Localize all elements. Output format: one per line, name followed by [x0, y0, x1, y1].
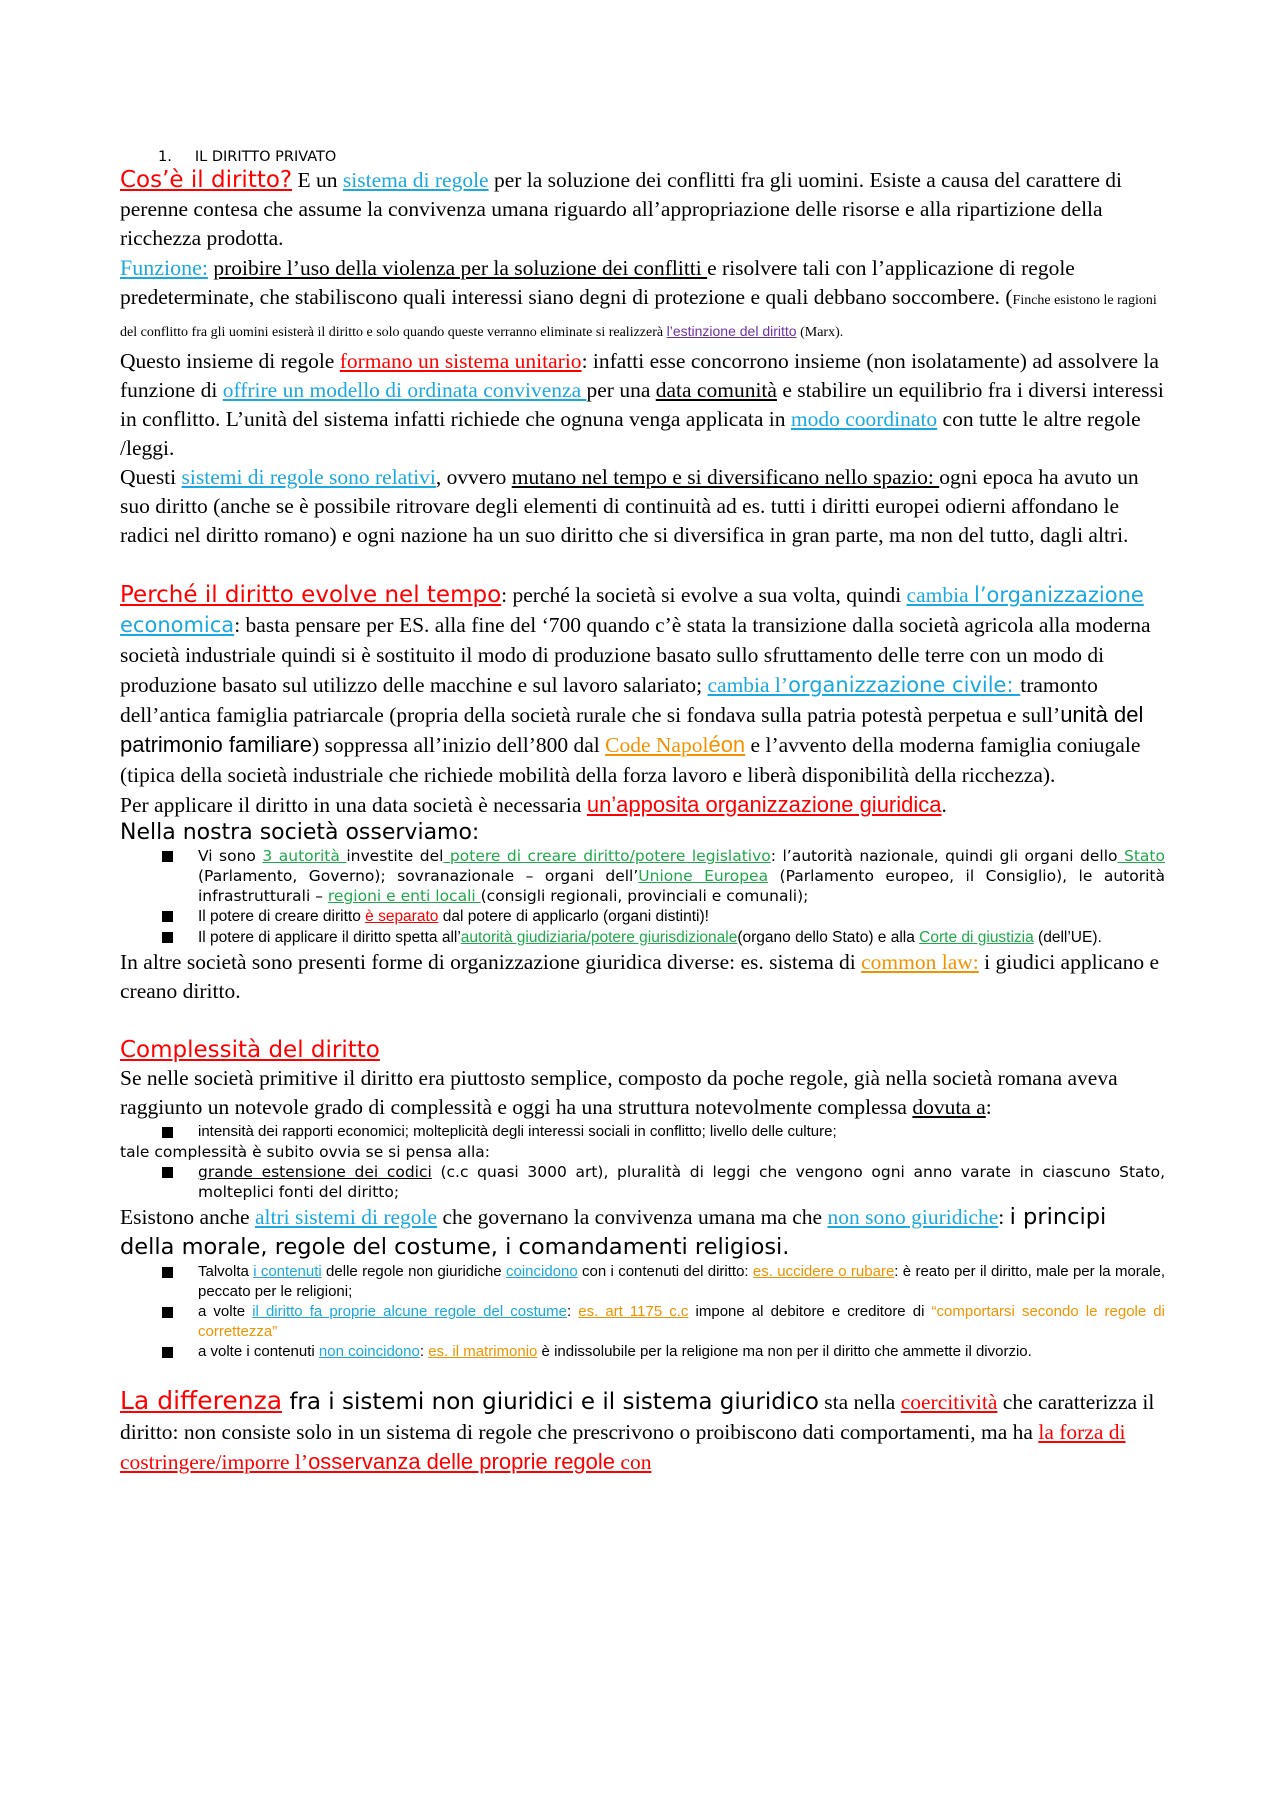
spacer [120, 550, 1165, 580]
paragraph-common-law: In altre società sono presenti forme di organizzazione giuridica diverse: es. sistema di common law: i giudici applicano e creano diritto. [120, 950, 1160, 1003]
spacer [120, 1006, 1165, 1036]
list-item: a volte i contenuti non coincidono: es. il matrimonio è indissolubile per la religione ma non per il diritto che ammette il divorzio. [120, 1342, 1165, 1362]
heading-la-differenza: La differenza [120, 1386, 283, 1415]
bullet-square-icon [162, 932, 173, 943]
list-item: grande estensione dei codici (c.c quasi 3000 art), pluralità di leggi che vengono ogni anno varate in ciascuno Stato, molteplici fonti del diritto; [120, 1162, 1165, 1202]
bullet-square-icon [162, 1347, 173, 1358]
spacer [120, 1362, 1165, 1386]
bullet-square-icon [162, 1167, 173, 1178]
list-item: Vi sono 3 autorità investite del potere di creare diritto/potere legislativo: l’autorità nazionale, quindi gli organi dello Stato (Parlamento, Governo); sovranazionale – organi dell’Unione Europea (Parlamento europeo, il Consiglio), le autorità infrastrutturali – regioni e enti locali (consigli regionali, provinciali e comunali); [120, 846, 1165, 906]
bullet-square-icon [162, 911, 173, 922]
heading-perche-evolve: Perché il diritto evolve nel tempo [120, 582, 502, 608]
bullet-square-icon [162, 1307, 173, 1318]
paragraph-evoluzione: Perché il diritto evolve nel tempo: perché la società si evolve a sua volta, quindi cambia l’organizzazione economica: basta pensare per ES. alla fine del ‘700 quando c’è stata la transizione dalla società agricola alla moderna società industriale quindi si è sostituito il modo di produzione basato sullo sfruttamento delle terre con un modo di produzione basato sul utilizzo delle macchine e sul lavoro salariato; cambia l’organizzazione civile: tramonto dell’antica famiglia patriarcale (propria della società rurale che si fondava sulla patria potestà perpetua e sull’unità del patrimonio familiare) soppressa all’inizio dell’800 dal Code Napoléon e l’avvento della moderna famiglia coniugale (tipica della società industriale che richiede mobilità della forza lavoro e liberà disponibilità della ricchezza). [120, 582, 1151, 787]
list-autorita [120, 846, 1165, 948]
list-item: Il potere di creare diritto è separato dal potere di applicarlo (organi distinti)! [120, 906, 1165, 927]
paragraph-differenza: La differenza fra i sistemi non giuridici e il sistema giuridico sta nella coercitività che caratterizza il diritto: non consiste solo in un sistema di regole che prescrivono o proibiscono dati comportamenti, ma ha la forza di costringere/imporre l’osservanza delle proprie regole con [120, 1386, 1155, 1474]
paragraph-relativi: Questi sistemi di regole sono relativi, ovvero mutano nel tempo e si diversificano nello spazio: ogni epoca ha avuto un suo diritto (anche se è possibile ritrovare degli elementi di continuità ad es. tutti i diritti europei odierni affondano le radici nel diritto romano) e ogni nazione ha un suo diritto che si diversifica in gran parte, ma non del tutto, dagli altri. [120, 465, 1139, 547]
heading-cos-e-il-diritto: Cos’è il diritto? [120, 167, 293, 193]
list-cause [120, 1122, 1165, 1142]
list-item: Talvolta i contenuti delle regole non giuridiche coincidono con i contenuti del diritto: es. uccidere o rubare: è reato per il diritto, male per la morale, peccato per le religioni; [120, 1262, 1165, 1302]
bullet-square-icon [162, 1267, 173, 1278]
paragraph-tale-complessita: tale complessità è subito ovvia se si pensa alla: [120, 1143, 491, 1161]
document-page [120, 148, 1165, 1477]
bullet-square-icon [162, 1127, 173, 1138]
paragraph-organizzazione: Per applicare il diritto in una data società è necessaria un’apposita organizzazione giuridica. [120, 792, 947, 817]
heading-nella-nostra-societa: Nella nostra società osserviamo: [120, 820, 480, 845]
paragraph-sistema-unitario: Questo insieme di regole formano un sistema unitario: infatti esse concorrono insieme (non isolatamente) ad assolvere la funzione di offrire un modello di ordinata convivenza per una data comunità e stabilire un equilibrio fra i diversi interessi in conflitto. L’unità del sistema infatti richiede che ognuna venga applicata in modo coordinato con tutte le altre regole /leggi. [120, 349, 1164, 460]
paragraph-funzione: Funzione: proibire l’uso della violenza per la soluzione dei conflitti e risolvere tali con l’applicazione di regole predeterminate, che stabiliscono quali interessi siano degni di protezione e quali debbano soccombere. (Finche esistono le ragioni del conflitto fra gli uomini esisterà il diritto e solo quando queste verranno eliminate si realizzerà l’estinzione del diritto (Marx). [120, 255, 1157, 340]
list-item: Il potere di applicare il diritto spetta all’autorità giudiziaria/potere giurisdizionale(organo dello Stato) e alla Corte di giustizia (dell’UE). [120, 927, 1165, 948]
bullet-square-icon [162, 851, 173, 862]
list-item: a volte il diritto fa proprie alcune regole del costume: es. art 1175 c.c impone al debitore e creditore di “comportarsi secondo le regole di correttezza” [120, 1302, 1165, 1342]
list-item: intensità dei rapporti economici; molteplicità degli interessi sociali in conflitto; livello delle culture; [120, 1122, 1165, 1142]
list-regole-non-giuridiche [120, 1262, 1165, 1362]
paragraph-altri-sistemi: Esistono anche altri sistemi di regole che governano la convivenza umana ma che non sono giuridiche: i principi della morale, regole del costume, i comandamenti religiosi. [120, 1204, 1107, 1260]
list-codici [120, 1162, 1165, 1202]
heading-complessita: Complessità del diritto [120, 1037, 380, 1063]
paragraph-complessita: Se nelle società primitive il diritto era piuttosto semplice, composto da poche regole, già nella società romana aveva raggiunto un notevole grado di complessità e oggi ha una struttura notevolmente complessa dovuta a: [120, 1066, 1118, 1119]
section-title: 1. IL DIRITTO PRIVATO [158, 149, 337, 165]
paragraph-definition: Cos’è il diritto? E un sistema di regole per la soluzione dei conflitti fra gli uomini. Esiste a causa del carattere di perenne contesa che assume la convivenza umana riguardo all’appropriazione delle risorse e alla ripartizione della ricchezza prodotta. [120, 167, 1123, 250]
